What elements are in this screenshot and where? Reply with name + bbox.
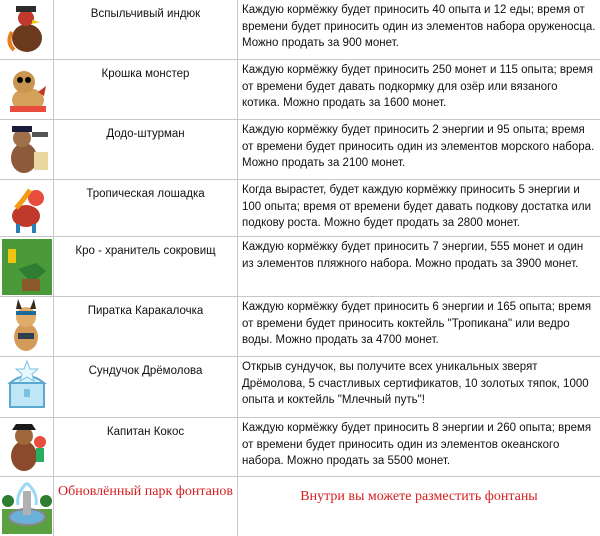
pet-description: Каждую кормёжку будет приносить 7 энергии, 555 монет и один из элементов пляжного набора. Можно продать за 3900 монет. (242, 241, 584, 270)
pet-description: Каждую кормёжку будет приносить 40 опыта и 12 еды; время от времени будет приносить один из элементов набора оруженосца. Можно продать за 900 монет. (242, 4, 596, 49)
park-name: Обновлённый парк фонтанов (54, 477, 238, 536)
table-row (0, 357, 600, 418)
image-cell (0, 477, 54, 536)
image-cell (0, 418, 54, 476)
treasure-croc-icon (2, 239, 52, 295)
dodo-navigator-icon (2, 122, 52, 178)
fountain-park-icon (2, 479, 52, 534)
table-row (0, 60, 600, 120)
image-cell (0, 60, 54, 119)
image-cell (0, 297, 54, 356)
image-cell (0, 120, 54, 179)
pet-description: Каждую кормёжку будет приносить 2 энергии и 95 опыта; время от времени будет приносить один из элементов морского набора. Можно продать за 2100 монет. (242, 124, 595, 169)
pug-monster-icon (2, 62, 52, 118)
pet-name: Сундучок Дрёмолова (54, 357, 238, 417)
pet-name: Тропическая лошадка (54, 180, 238, 236)
table-row (0, 237, 600, 297)
ice-chest-icon (2, 359, 52, 416)
park-description: Внутри вы можете разместить фонтаны (300, 489, 538, 504)
pet-description: Открыв сундучок, вы получите всех уникальных зверят Дрёмолова, 5 счастливых сертификатов, 10 золотых тяпок, 1000 опыта и коктейль "Млечный путь"! (242, 361, 589, 406)
table-row (0, 180, 600, 237)
captain-parrot-icon (2, 420, 52, 475)
table-row (0, 418, 600, 477)
table-row (0, 0, 600, 60)
table-row (0, 297, 600, 357)
image-cell (0, 0, 54, 59)
image-cell (0, 237, 54, 296)
pet-description: Каждую кормёжку будет приносить 250 монет и 115 опыта; время от времени будет давать подкормку для озёр или вязаного котика. Можно продать за 1600 монет. (242, 64, 593, 109)
pet-name: Додо-штурман (54, 120, 238, 179)
image-cell (0, 357, 54, 417)
table-row (0, 477, 600, 536)
pet-name: Вспыльчивый индюк (54, 0, 238, 59)
pet-description: Каждую кормёжку будет приносить 6 энергии и 165 опыта; время от времени будет приносить коктейль "Тропикана" или ведро воды. Можно продать за 4700 монет. (242, 301, 592, 346)
pet-name: Капитан Кокос (54, 418, 238, 476)
pet-description: Когда вырастет, будет каждую кормёжку приносить 5 энергии и 100 опыта; время от времени будет давать подкову достатка или подкову роста. Можно будет продать за 2800 монет. (242, 184, 592, 229)
image-cell (0, 180, 54, 236)
table-row (0, 120, 600, 180)
pet-name: Кро - хранитель сокровищ (54, 237, 238, 296)
pet-name: Крошка монстер (54, 60, 238, 119)
pet-name: Пиратка Каракалочка (54, 297, 238, 356)
turkey-pet-icon (2, 2, 52, 58)
tropical-horse-icon (2, 182, 52, 235)
pirate-caracal-icon (2, 299, 52, 355)
pet-description: Каждую кормёжку будет приносить 8 энергии и 260 опыта; время от времени будет приносить один из элементов океанского набора. Можно продать за 5500 монет. (242, 422, 592, 467)
